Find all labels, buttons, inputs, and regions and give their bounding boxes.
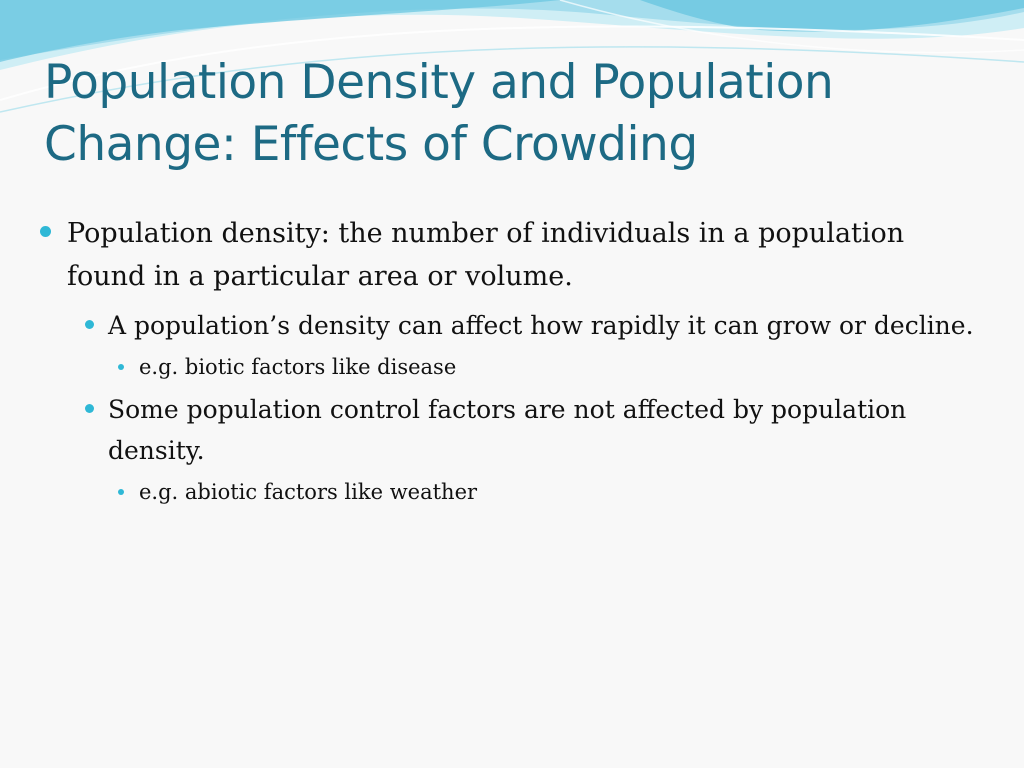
bullet-dot-icon — [118, 364, 124, 370]
bullet-dot-icon — [85, 404, 94, 413]
bullet-text: A population’s density can affect how rapidly it can grow or decline. — [108, 311, 974, 340]
bullet-text: e.g. abiotic factors like weather — [139, 480, 478, 504]
bullet-text: e.g. biotic factors like disease — [139, 355, 457, 379]
bullet-text: Population density: the number of individuals in a population found in a particular area or volume. — [67, 218, 905, 292]
bullet-item-level-2 — [108, 305, 988, 346]
bullet-item-level-3 — [139, 477, 979, 507]
bullet-item-level-1 — [67, 212, 947, 298]
bullet-list — [0, 212, 1024, 507]
bullet-dot-icon — [85, 320, 94, 329]
bullet-text: Some population control factors are not affected by population density. — [108, 395, 907, 465]
bullet-item-level-2 — [108, 389, 988, 471]
bullet-dot-icon — [118, 489, 124, 495]
bullet-dot-icon — [40, 226, 51, 237]
bullet-item-level-3 — [139, 352, 979, 382]
slide-title: Population Density and Population Change: Effects of Crowding — [44, 55, 834, 172]
